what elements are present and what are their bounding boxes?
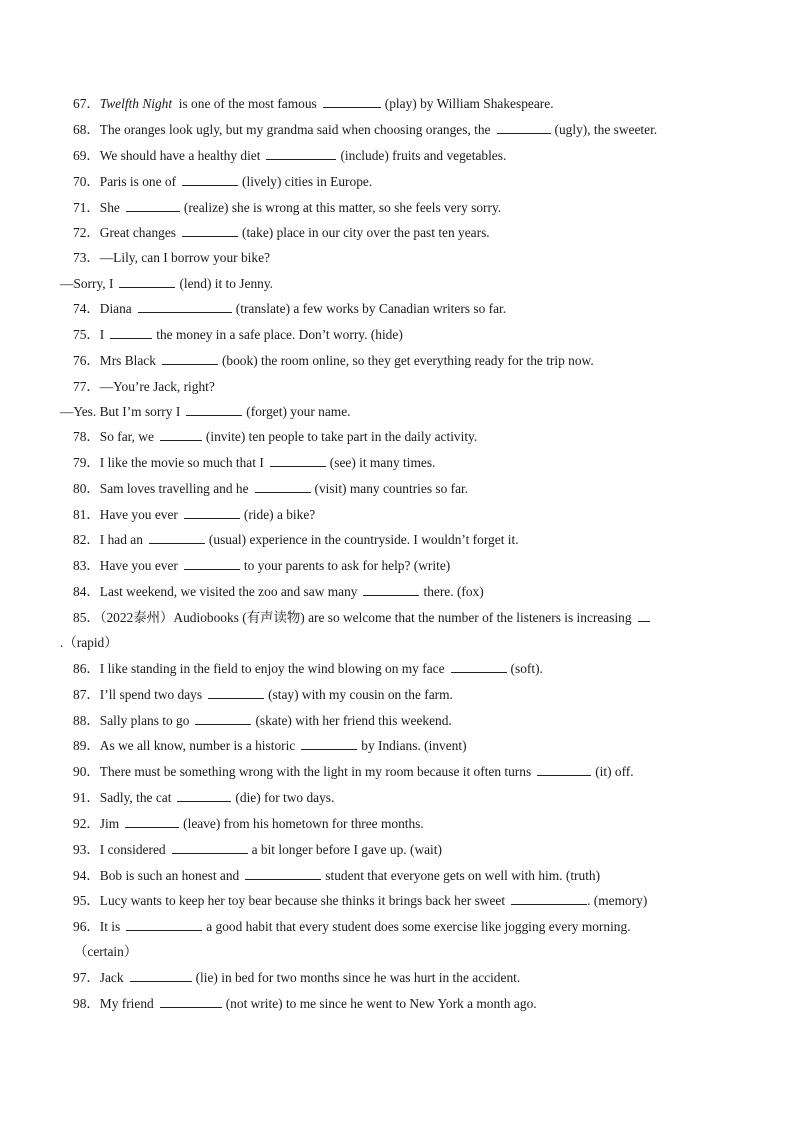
answer-blank[interactable] xyxy=(451,660,507,673)
question-97: 97．Jack (lie) in bed for two months since he was hurt in the accident. xyxy=(73,970,521,985)
question-81: 81．Have you ever (ride) a bike? xyxy=(73,507,316,522)
answer-blank[interactable] xyxy=(511,892,587,905)
question-77: 77．—You’re Jack, right? xyxy=(73,379,215,394)
answer-blank[interactable] xyxy=(160,428,202,441)
question-86: 86．I like standing in the field to enjoy the wind blowing on my face (soft). xyxy=(73,661,543,676)
question-69: 69．We should have a healthy diet (include) fruits and vegetables. xyxy=(73,148,507,163)
play-title: Twelfth Night xyxy=(99,96,173,111)
question-85-hint: .（rapid） xyxy=(60,635,118,650)
answer-blank[interactable] xyxy=(266,147,336,160)
question-82: 82．I had an (usual) experience in the countryside. I wouldn’t forget it. xyxy=(73,532,519,547)
answer-blank[interactable] xyxy=(125,815,179,828)
question-90: 90．There must be something wrong with the light in my room because it often turns (it) off. xyxy=(73,764,634,779)
answer-blank[interactable] xyxy=(363,583,419,596)
answer-blank[interactable] xyxy=(110,326,152,339)
answer-blank[interactable] xyxy=(186,403,242,416)
answer-blank[interactable] xyxy=(130,969,192,982)
question-80: 80．Sam loves travelling and he (visit) many countries so far. xyxy=(73,481,469,496)
answer-blank[interactable] xyxy=(172,841,248,854)
question-85: 85．（2022泰州）Audiobooks (有声读物) are so welcome that the number of the listeners is increasing xyxy=(73,608,730,628)
answer-blank[interactable] xyxy=(182,224,238,237)
question-91: 91．Sadly, the cat (die) for two days. xyxy=(73,790,335,805)
answer-blank[interactable] xyxy=(208,686,264,699)
question-95: 95．Lucy wants to keep her toy bear because she thinks it brings back her sweet . (memory) xyxy=(73,893,648,908)
answer-blank[interactable] xyxy=(497,121,551,134)
answer-blank[interactable] xyxy=(301,737,357,750)
question-93: 93．I considered a bit longer before I gave up. (wait) xyxy=(73,842,442,857)
answer-blank[interactable] xyxy=(182,173,238,186)
answer-blank[interactable] xyxy=(184,557,240,570)
answer-blank[interactable] xyxy=(126,199,180,212)
answer-blank[interactable] xyxy=(255,480,311,493)
question-88: 88．Sally plans to go (skate) with her friend this weekend. xyxy=(73,713,452,728)
question-68: 68．The oranges look ugly, but my grandma said when choosing oranges, the (ugly), the sweeter. xyxy=(73,122,658,137)
question-89: 89．As we all know, number is a historic by Indians. (invent) xyxy=(73,738,467,753)
question-73-reply: —Sorry, I (lend) it to Jenny. xyxy=(60,276,274,291)
answer-blank[interactable] xyxy=(245,867,321,880)
question-92: 92．Jim (leave) from his hometown for three months. xyxy=(73,816,424,831)
question-71: 71．She (realize) she is wrong at this matter, so she feels very sorry. xyxy=(73,200,502,215)
question-77-reply: —Yes. But I’m sorry I (forget) your name. xyxy=(60,404,351,419)
question-96: 96．It is a good habit that every student does some exercise like jogging every morning. xyxy=(73,919,631,934)
question-74: 74．Diana (translate) a few works by Canadian writers so far. xyxy=(73,301,507,316)
question-73: 73．—Lily, can I borrow your bike? xyxy=(73,250,270,265)
answer-blank[interactable] xyxy=(126,918,202,931)
question-96-hint: （certain） xyxy=(74,944,138,959)
question-70: 70．Paris is one of (lively) cities in Europe. xyxy=(73,174,373,189)
question-75: 75．I the money in a safe place. Don’t worry. (hide) xyxy=(73,327,403,342)
question-94: 94．Bob is such an honest and student that everyone gets on well with him. (truth) xyxy=(73,868,601,883)
answer-blank[interactable] xyxy=(160,995,222,1008)
answer-blank[interactable] xyxy=(119,275,175,288)
question-76: 76．Mrs Black (book) the room online, so they get everything ready for the trip now. xyxy=(73,353,594,368)
question-72: 72．Great changes (take) place in our city over the past ten years. xyxy=(73,225,490,240)
answer-blank[interactable] xyxy=(323,95,381,108)
answer-blank[interactable] xyxy=(177,789,231,802)
question-79: 79．I like the movie so much that I (see) it many times. xyxy=(73,455,436,470)
answer-blank[interactable] xyxy=(638,609,650,622)
answer-blank[interactable] xyxy=(184,506,240,519)
answer-blank[interactable] xyxy=(537,763,591,776)
question-67: 67．Twelfth Night is one of the most famous (play) by William Shakespeare. xyxy=(73,96,554,111)
question-98: 98．My friend (not write) to me since he went to New York a month ago. xyxy=(73,996,537,1011)
answer-blank[interactable] xyxy=(149,531,205,544)
answer-blank[interactable] xyxy=(270,454,326,467)
answer-blank[interactable] xyxy=(138,300,232,313)
question-83: 83．Have you ever to your parents to ask for help? (write) xyxy=(73,558,451,573)
question-78: 78．So far, we (invite) ten people to take part in the daily activity. xyxy=(73,429,478,444)
question-87: 87．I’ll spend two days (stay) with my cousin on the farm. xyxy=(73,687,453,702)
question-84: 84．Last weekend, we visited the zoo and saw many there. (fox) xyxy=(73,584,484,599)
answer-blank[interactable] xyxy=(162,352,218,365)
answer-blank[interactable] xyxy=(195,712,251,725)
